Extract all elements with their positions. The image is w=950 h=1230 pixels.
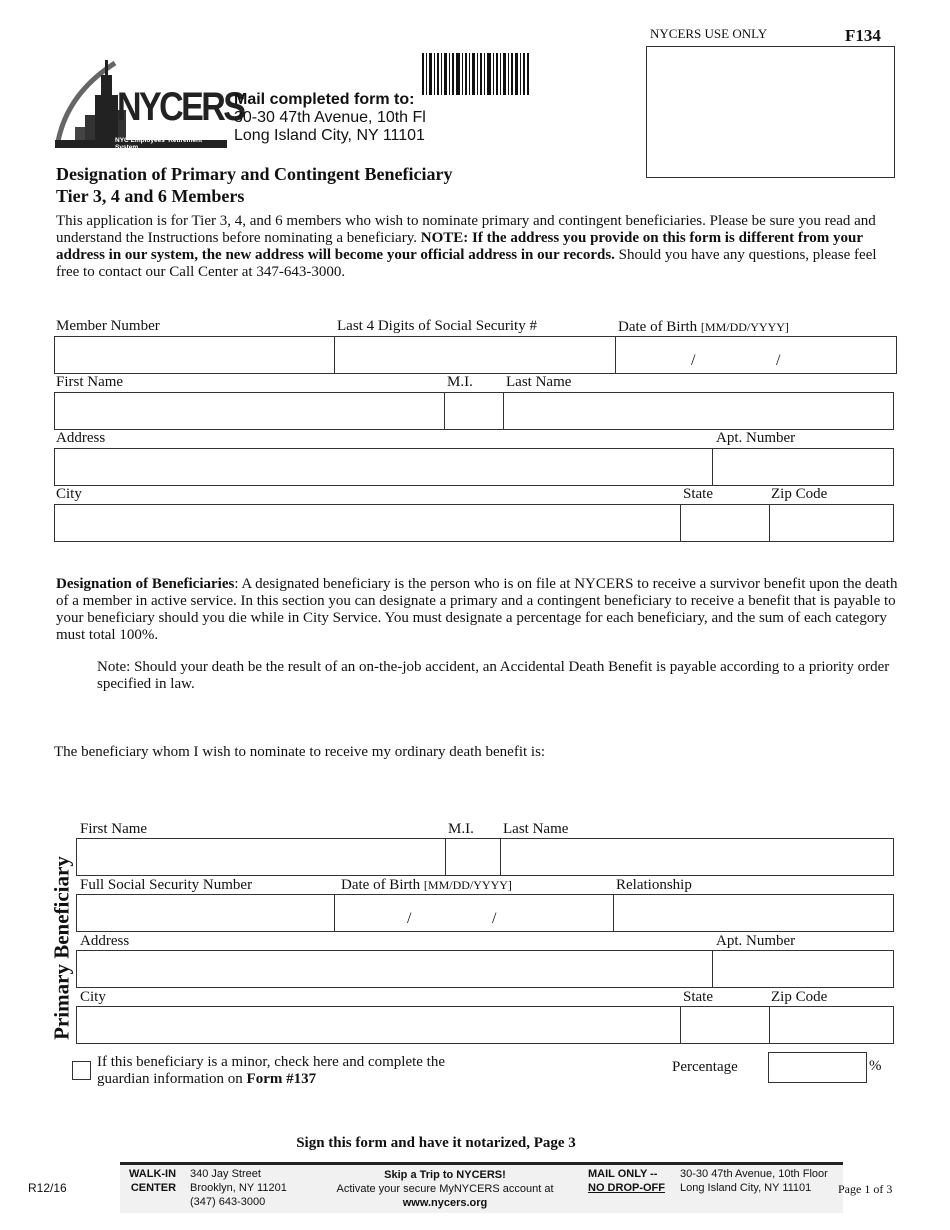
mail-only-address-2: Long Island City, NY 11101 <box>680 1182 812 1194</box>
skip-trip-heading: Skip a Trip to NYCERS! <box>384 1169 506 1181</box>
primary-state-field[interactable] <box>680 1006 770 1044</box>
primary-state-label: State <box>683 989 713 1005</box>
nycers-url[interactable]: www.nycers.org <box>402 1197 488 1209</box>
dob-slash-1: / <box>691 352 696 369</box>
state-label: State <box>683 486 713 502</box>
logo-text: NYCERS <box>117 85 244 129</box>
primary-relationship-label: Relationship <box>616 877 692 893</box>
dob-label <box>618 319 789 336</box>
center-text: CENTER <box>130 1182 177 1194</box>
mail-only-address <box>680 1167 828 1195</box>
first-name-label: First Name <box>56 374 124 390</box>
first-name-field[interactable] <box>54 392 445 430</box>
primary-ssn-field[interactable] <box>76 894 335 932</box>
primary-dob-format: [MM/DD/YYYY] <box>423 878 512 892</box>
primary-apt-label: Apt. Number <box>716 933 796 949</box>
use-only-box <box>646 46 895 178</box>
minor-form-link: Form #137 <box>246 1071 317 1087</box>
percentage-field[interactable] <box>768 1052 867 1083</box>
skip-trip <box>310 1168 580 1210</box>
last-name-field[interactable] <box>503 392 894 430</box>
page-number: Page 1 of 3 <box>838 1182 893 1196</box>
primary-address-label: Address <box>80 933 130 949</box>
apt-field[interactable] <box>712 448 894 486</box>
walk-in-address-1: 340 Jay Street <box>190 1168 261 1180</box>
ssn-last4-label: Last 4 Digits of Social Security # <box>337 318 537 334</box>
primary-dob-slash-1: / <box>407 910 412 927</box>
primary-city-label: City <box>80 989 106 1005</box>
designation-text: : A designated beneficiary is the person who is on file at NYCERS to receive a survivor benefit upon the death of a member in active service. In this section you can designate a primary and a contingent beneficiary to receive a benefit that is payable to your beneficiary should you die while in City Service. You must designate a percentage for each beneficiary, and the sum of each category must total 100%. <box>56 576 898 643</box>
primary-address-field[interactable] <box>76 950 713 988</box>
primary-first-name-label: First Name <box>80 821 148 837</box>
percentage-label: Percentage <box>672 1059 738 1075</box>
revision: R12/16 <box>28 1181 67 1195</box>
mail-only-address-1: 30-30 47th Avenue, 10th Floor <box>680 1168 828 1180</box>
city-label: City <box>56 486 82 502</box>
primary-first-name-field[interactable] <box>76 838 446 876</box>
accidental-note: Note: Should your death be the result of an on-the-job accident, an Accidental Death Benefit is payable according to a priority order specified in law. <box>97 659 890 692</box>
primary-relationship-field[interactable] <box>613 894 894 932</box>
primary-last-name-field[interactable] <box>500 838 894 876</box>
primary-dob-label <box>341 877 512 894</box>
walk-in-text: WALK-IN <box>129 1168 177 1180</box>
apt-label: Apt. Number <box>716 430 796 446</box>
walk-in-address <box>190 1167 287 1209</box>
zip-label: Zip Code <box>771 486 828 502</box>
primary-last-name-label: Last Name <box>503 821 569 837</box>
intro-text-1: This application is for Tier 3, 4, and 6 members who wish to nominate primary and contingent beneficiaries. Please be sure you read and understand the Instructions before nominating a beneficiary. <box>56 213 876 246</box>
primary-city-field[interactable] <box>76 1006 681 1044</box>
nominate-text: The beneficiary whom I wish to nominate to receive my ordinary death benefit is: <box>54 744 546 760</box>
mi-label: M.I. <box>447 374 473 390</box>
activate-text: Activate your secure MyNYCERS account at <box>336 1183 554 1195</box>
ssn-last4-field[interactable] <box>334 336 616 374</box>
intro-note: NOTE: If the address you provide on this form is different from your address in our system, the new address will become your official address in our records. <box>56 230 863 263</box>
walk-in-label <box>129 1167 176 1195</box>
page-subtitle: Tier 3, 4 and 6 Members <box>56 186 245 206</box>
no-drop-off-text: NO DROP-OFF <box>588 1182 665 1194</box>
primary-dob-field[interactable] <box>334 894 614 932</box>
mail-only-text: MAIL ONLY -- <box>588 1168 658 1180</box>
mail-line2: Long Island City, NY 11101 <box>234 127 425 144</box>
minor-text <box>97 1054 445 1088</box>
primary-apt-field[interactable] <box>712 950 894 988</box>
mi-field[interactable] <box>444 392 504 430</box>
zip-field[interactable] <box>769 504 894 542</box>
dob-slash-2: / <box>776 352 781 369</box>
primary-ssn-label: Full Social Security Number <box>80 877 253 893</box>
minor-text-line1: If this beneficiary is a minor, check here and complete the <box>97 1054 446 1070</box>
dob-label-text: Date of Birth <box>618 319 698 335</box>
primary-side-label: Primary Beneficiary <box>49 856 74 1040</box>
dob-format: [MM/DD/YYYY] <box>700 320 789 334</box>
primary-zip-field[interactable] <box>769 1006 894 1044</box>
primary-dob-slash-2: / <box>492 910 497 927</box>
minor-text-line2-text: guardian information on <box>97 1071 247 1087</box>
page-title: Designation of Primary and Contingent Beneficiary <box>56 164 453 184</box>
primary-mi-label: M.I. <box>448 821 474 837</box>
primary-mi-field[interactable] <box>445 838 501 876</box>
designation-paragraph <box>56 576 908 644</box>
mail-heading: Mail completed form to: <box>234 91 415 108</box>
form-code: F134 <box>845 26 881 45</box>
address-label: Address <box>56 430 106 446</box>
member-dob-field[interactable] <box>615 336 897 374</box>
city-field[interactable] <box>54 504 681 542</box>
sign-instruction: Sign this form and have it notarized, Page 3 <box>296 1135 576 1151</box>
member-number-label: Member Number <box>56 318 160 334</box>
minor-checkbox[interactable] <box>72 1061 91 1080</box>
mail-only-label <box>588 1167 665 1195</box>
member-number-field[interactable] <box>54 336 335 374</box>
walk-in-phone: (347) 643-3000 <box>190 1196 266 1208</box>
nycers-logo <box>55 55 244 151</box>
mail-line1: 30-30 47th Avenue, 10th Fl <box>234 109 426 126</box>
barcode <box>422 53 530 95</box>
walk-in-address-2: Brooklyn, NY 11201 <box>190 1182 287 1194</box>
use-only-label: NYCERS USE ONLY <box>650 26 768 41</box>
intro-text-2: Should you have any questions, please feel free to contact our Call Center at 347-643-3000. <box>56 247 877 280</box>
minor-text-line2 <box>97 1071 445 1088</box>
address-field[interactable] <box>54 448 713 486</box>
logo-subtext: NYC Employees' Retirement System <box>115 137 203 151</box>
intro-paragraph <box>56 213 896 281</box>
designation-heading: Designation of Beneficiaries <box>56 576 235 592</box>
primary-dob-label-text: Date of Birth <box>341 877 421 893</box>
primary-zip-label: Zip Code <box>771 989 828 1005</box>
percent-sign: % <box>869 1058 882 1074</box>
last-name-label: Last Name <box>506 374 572 390</box>
state-field[interactable] <box>680 504 770 542</box>
